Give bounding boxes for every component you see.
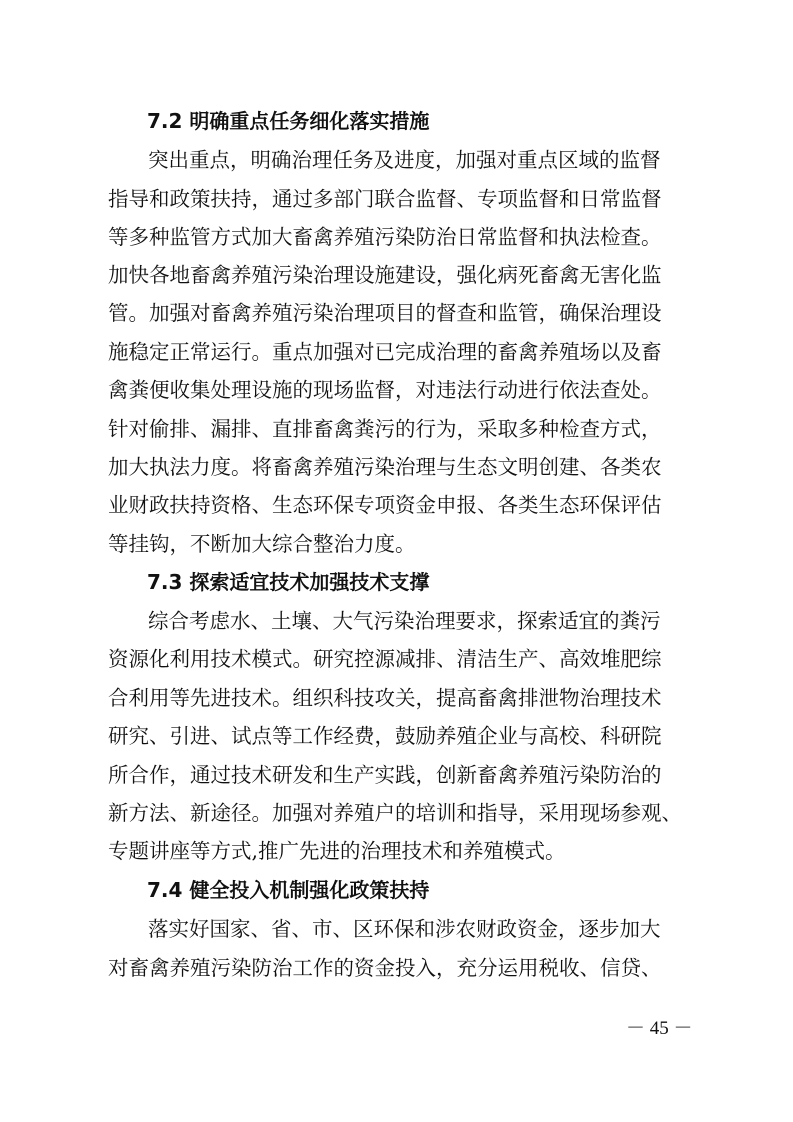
paragraph-line: 综合考虑水、土壤、大气污染治理要求，探索适宜的粪污 bbox=[148, 609, 661, 633]
paragraph-line: 施稳定正常运行。重点加强对已完成治理的畜禽养殖场以及畜 bbox=[108, 340, 662, 364]
paragraph-line: 专题讲座等方式,推广先进的治理技术和养殖模式。 bbox=[108, 839, 566, 863]
paragraph-line: 指导和政策扶持，通过多部门联合监督、专项监督和日常监督 bbox=[108, 187, 662, 211]
paragraph-line: 针对偷排、漏排、直排畜禽粪污的行为，采取多种检查方式， bbox=[108, 417, 662, 441]
paragraph-line: 等挂钩，不断加大综合整治力度。 bbox=[108, 532, 416, 556]
paragraph-line: 新方法、新途径。加强对养殖户的培训和指导，采用现场参观、 bbox=[108, 801, 682, 825]
section-heading-7-4: 7.4 健全投入机制强化政策扶持 bbox=[147, 878, 430, 902]
paragraph-line: 管。加强对畜禽养殖污染治理项目的督查和监管，确保治理设 bbox=[108, 301, 662, 325]
paragraph-line: 研究、引进、试点等工作经费，鼓励养殖企业与高校、科研院 bbox=[108, 724, 662, 748]
section-heading-7-2: 7.2 明确重点任务细化落实措施 bbox=[147, 109, 430, 133]
paragraph-line: 加快各地畜禽养殖污染治理设施建设，强化病死畜禽无害化监 bbox=[108, 263, 662, 287]
paragraph-line: 所合作，通过技术研发和生产实践，创新畜禽养殖污染防治的 bbox=[108, 763, 662, 787]
paragraph-line: 业财政扶持资格、生态环保专项资金申报、各类生态环保评估 bbox=[108, 493, 662, 517]
paragraph-line: 突出重点，明确治理任务及进度，加强对重点区域的监督 bbox=[148, 148, 661, 172]
section-heading-7-3: 7.3 探索适宜技术加强技术支撑 bbox=[147, 570, 430, 594]
paragraph-line: 等多种监管方式加大畜禽养殖污染防治日常监督和执法检查。 bbox=[108, 225, 662, 249]
paragraph-line: 资源化利用技术模式。研究控源减排、清洁生产、高效堆肥综 bbox=[108, 647, 662, 671]
paragraph-line: 加大执法力度。将畜禽养殖污染治理与生态文明创建、各类农 bbox=[108, 455, 662, 479]
paragraph-line: 合利用等先进技术。组织科技攻关，提高畜禽排泄物治理技术 bbox=[108, 686, 662, 710]
paragraph-line: 对畜禽养殖污染防治工作的资金投入，充分运用税收、信贷、 bbox=[108, 956, 662, 980]
page-number: － 45 － bbox=[626, 1018, 693, 1039]
paragraph-line: 禽粪便收集处理设施的现场监督，对违法行动进行依法查处。 bbox=[108, 378, 662, 402]
paragraph-line: 落实好国家、省、市、区环保和涉农财政资金，逐步加大 bbox=[148, 917, 661, 941]
